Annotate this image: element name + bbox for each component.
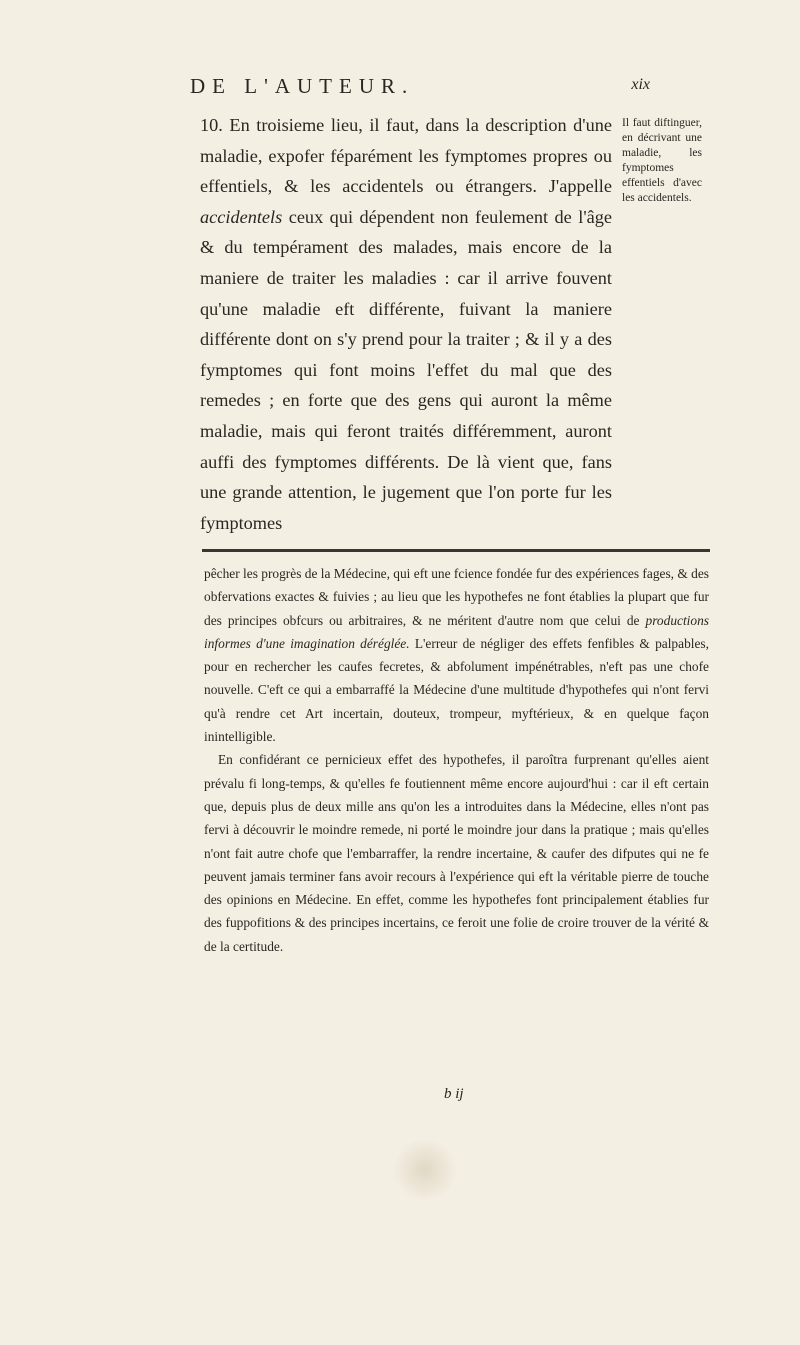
running-head [190,74,650,99]
signature-mark: b ij [444,1086,464,1102]
footnote-paragraph-1 [204,562,709,748]
marginal-note: Il faut diftinguer, en décrivant une maladie, les fymptomes effentiels d'avec les accidentels. [622,117,702,204]
footnote-divider [202,549,710,552]
main-text-part-1: 10. En troisieme lieu, il faut, dans la description d'une maladie, expofer féparément les fymptomes propres ou effentiels, & les accidentels ou étrangers. J'appelle [200,115,612,197]
main-paragraph [200,110,612,538]
running-head-title: DE L'AUTEUR. [190,74,415,98]
page-number: xix [631,76,650,93]
footnote-p1-part-1: pêcher les progrès de la Médecine, qui eft une fcience fondée fur des expériences fages, & des obfervations exactes & fuivies ; au lieu que les hypothefes ne font établies la plupart que fur des principes obfcurs ou arbitraires, & ne méritent d'autre nom que celui de [204,566,709,628]
footnote-p1-italic: productions informes d'une imagination déréglée. [204,612,709,651]
footnote-p1-part-2: L'erreur de négliger des effets fenfibles & palpables, pour en rechercher les caufes fecretes, & abfolument impénétrables, n'eft pas une chofe nouvelle. C'eft ce qui a embarraffé la Médecine d'une multitude d'hypothefes qui n'ont fervi qu'à rendre cet Art incertain, douteux, trompeur, myftérieux, & en quelque façon inintelligible. [204,635,709,745]
main-text-italic: accidentels [200,206,283,227]
ink-stain [390,1140,460,1200]
main-text-part-2: ceux qui dépendent non feulement de l'âge & du tempérament des malades, mais encore de la maniere de traiter les maladies : car il arrive fouvent qu'une maladie eft différente, fuivant la maniere différente dont on s'y prend pour la traiter ; & il y a des fymptomes qui font moins l'effet du mal que des remedes ; en forte que des gens qui auront la même maladie, mais qui feront traités différemment, auront auffi des fymptomes différents. De là vient que, fans une grande attention, le jugement que l'on porte fur les fymptomes [200,206,612,533]
footnote [204,562,709,958]
footnote-paragraph-2: En confidérant ce pernicieux effet des hypothefes, il paroîtra furprenant qu'elles aient prévalu fi long-temps, & qu'elles fe foutiennent même encore aujourd'hui : car il eft certain que, depuis plus de deux mille ans qu'on les a introduites dans la Médecine, elles n'ont pas fervi à découvrir le moindre remede, ni porté le moindre jour dans la pratique ; mais qu'elles n'ont fait autre chofe que l'embarraffer, la rendre incertaine, & caufer des difputes qui ne fe peuvent jamais terminer fans avoir recours à l'expérience qui eft la véritable pierre de touche des opinions en Médecine. En effet, comme les hypothefes font principalement établies fur des fuppofitions & des principes incertains, ce feroit une folie de croire trouver de la vérité & de la certitude. [204,752,709,954]
